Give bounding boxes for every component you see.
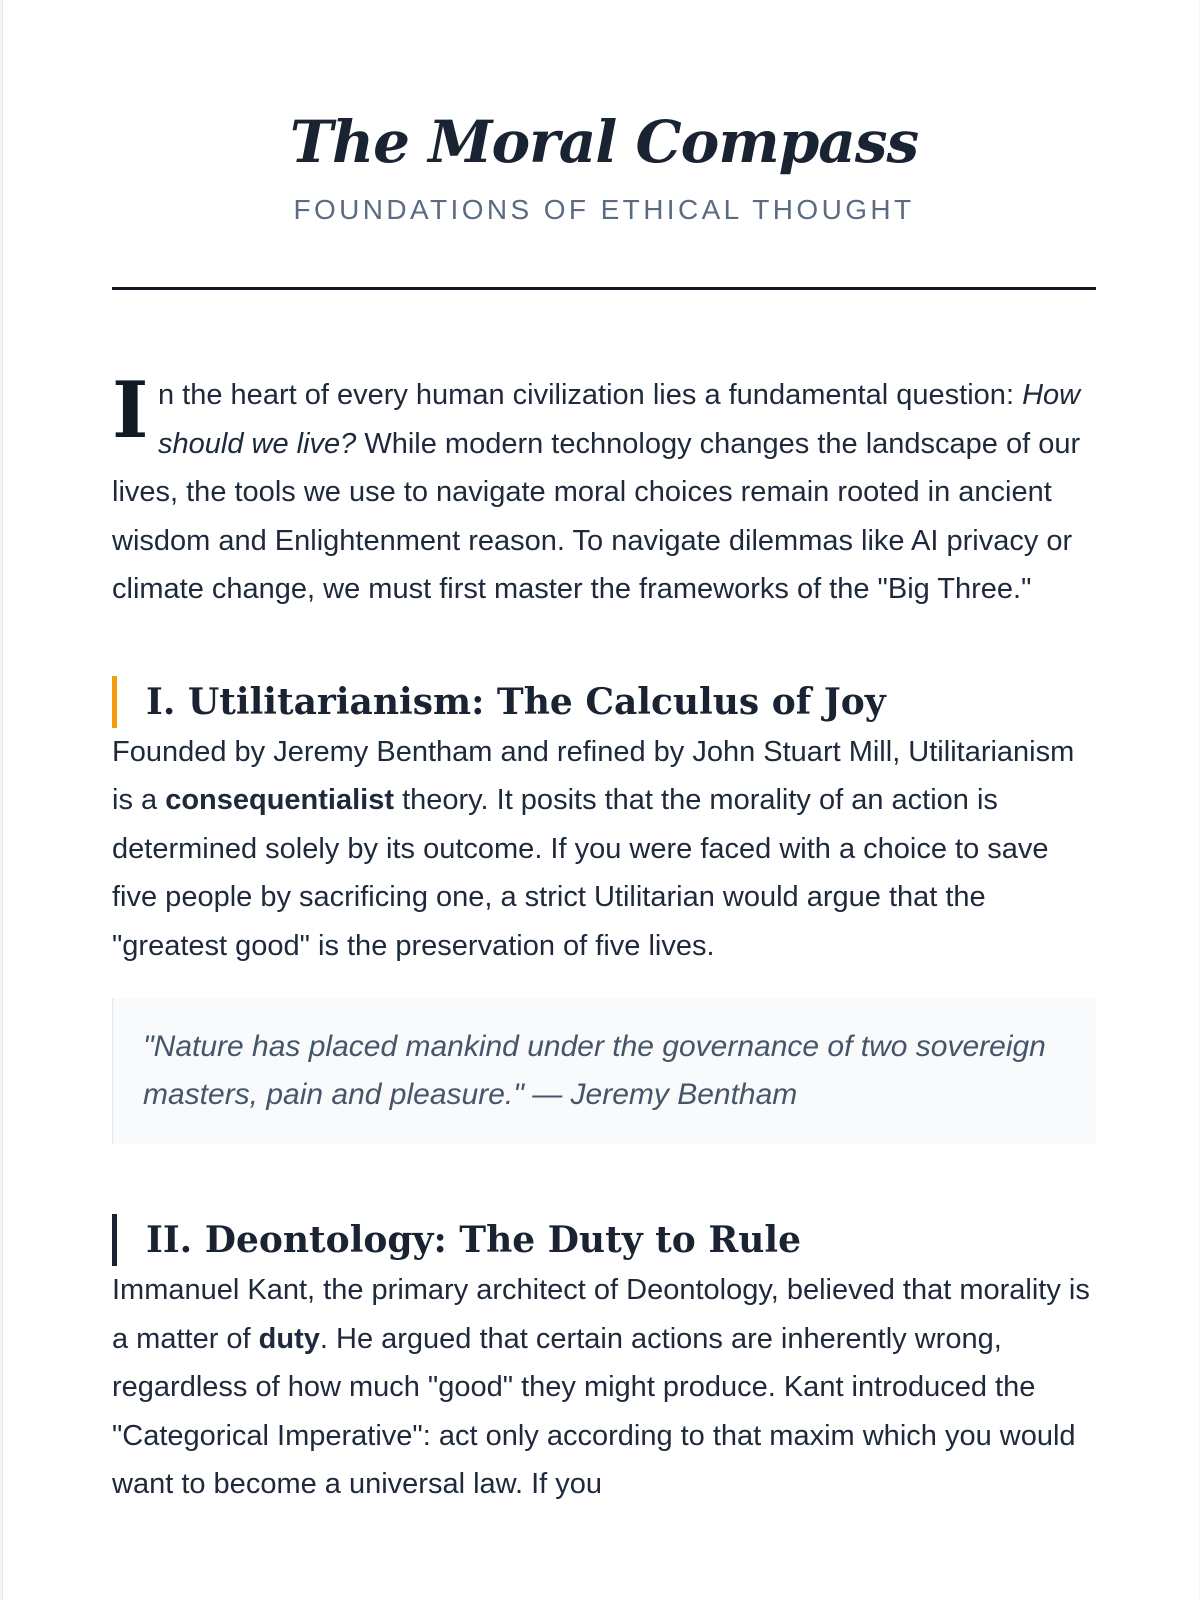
- article-body: [112, 365, 1096, 1509]
- paragraph-text-end: . He argued that certain actions are inherently wrong, regardless of how much "good" they might produce. Kant introduced the "Categorical Imperative": act only according to that maxim which you would want to become a universal law. If you: [112, 1322, 1076, 1500]
- page-subtitle: FOUNDATIONS OF ETHICAL THOUGHT: [293, 194, 915, 225]
- section-heading-utilitarianism: [112, 676, 1096, 728]
- paragraph-text-start: Founded by Jeremy Bentham and refined by John Stuart Mill, Utilitarianism is a: [112, 735, 1075, 816]
- key-term: consequentialist: [165, 784, 395, 816]
- intro-emphasis: How should we live?: [158, 379, 1081, 460]
- intro-text-end: While modern technology changes the landscape of our lives, the tools we use to navigate moral choices remain rooted in ancient wisdom and Enlightenment reason. To navigate dilemmas like AI privacy or climate change, we must first master the frameworks of the "Big Three.": [112, 427, 1081, 605]
- section-accent-bar: [112, 1214, 117, 1266]
- section-heading-deontology: [112, 1214, 1096, 1266]
- section-heading-text: II. Deontology: The Duty to Rule: [146, 1219, 802, 1261]
- intro-paragraph: [112, 365, 1096, 614]
- key-term: duty: [258, 1322, 320, 1355]
- bentham-quote: "Nature has placed mankind under the governance of two sovereign masters, pain and pleasure." — Jeremy Bentham: [112, 998, 1096, 1144]
- article-page: [2, 0, 1199, 1600]
- utilitarianism-paragraph: [112, 728, 1096, 971]
- paragraph-text-end: theory. It posits that the morality of an action is determined solely by its outcome. If you were faced with a choice to save five people by sacrificing one, a strict Utilitarian would argue that the "greatest good" is the preservation of five lives.: [112, 784, 1049, 962]
- drop-cap: I: [112, 365, 149, 456]
- intro-text-start: n the heart of every human civilization lies a fundamental question:: [158, 379, 1023, 411]
- page-title: The Moral Compass: [289, 108, 919, 176]
- section-accent-bar: [112, 676, 117, 728]
- paragraph-text-start: Immanuel Kant, the primary architect of Deontology, believed that morality is a matter of: [112, 1274, 1090, 1355]
- deontology-paragraph: [112, 1266, 1096, 1509]
- header-divider: [112, 287, 1096, 290]
- section-heading-text: I. Utilitarianism: The Calculus of Joy: [146, 680, 886, 723]
